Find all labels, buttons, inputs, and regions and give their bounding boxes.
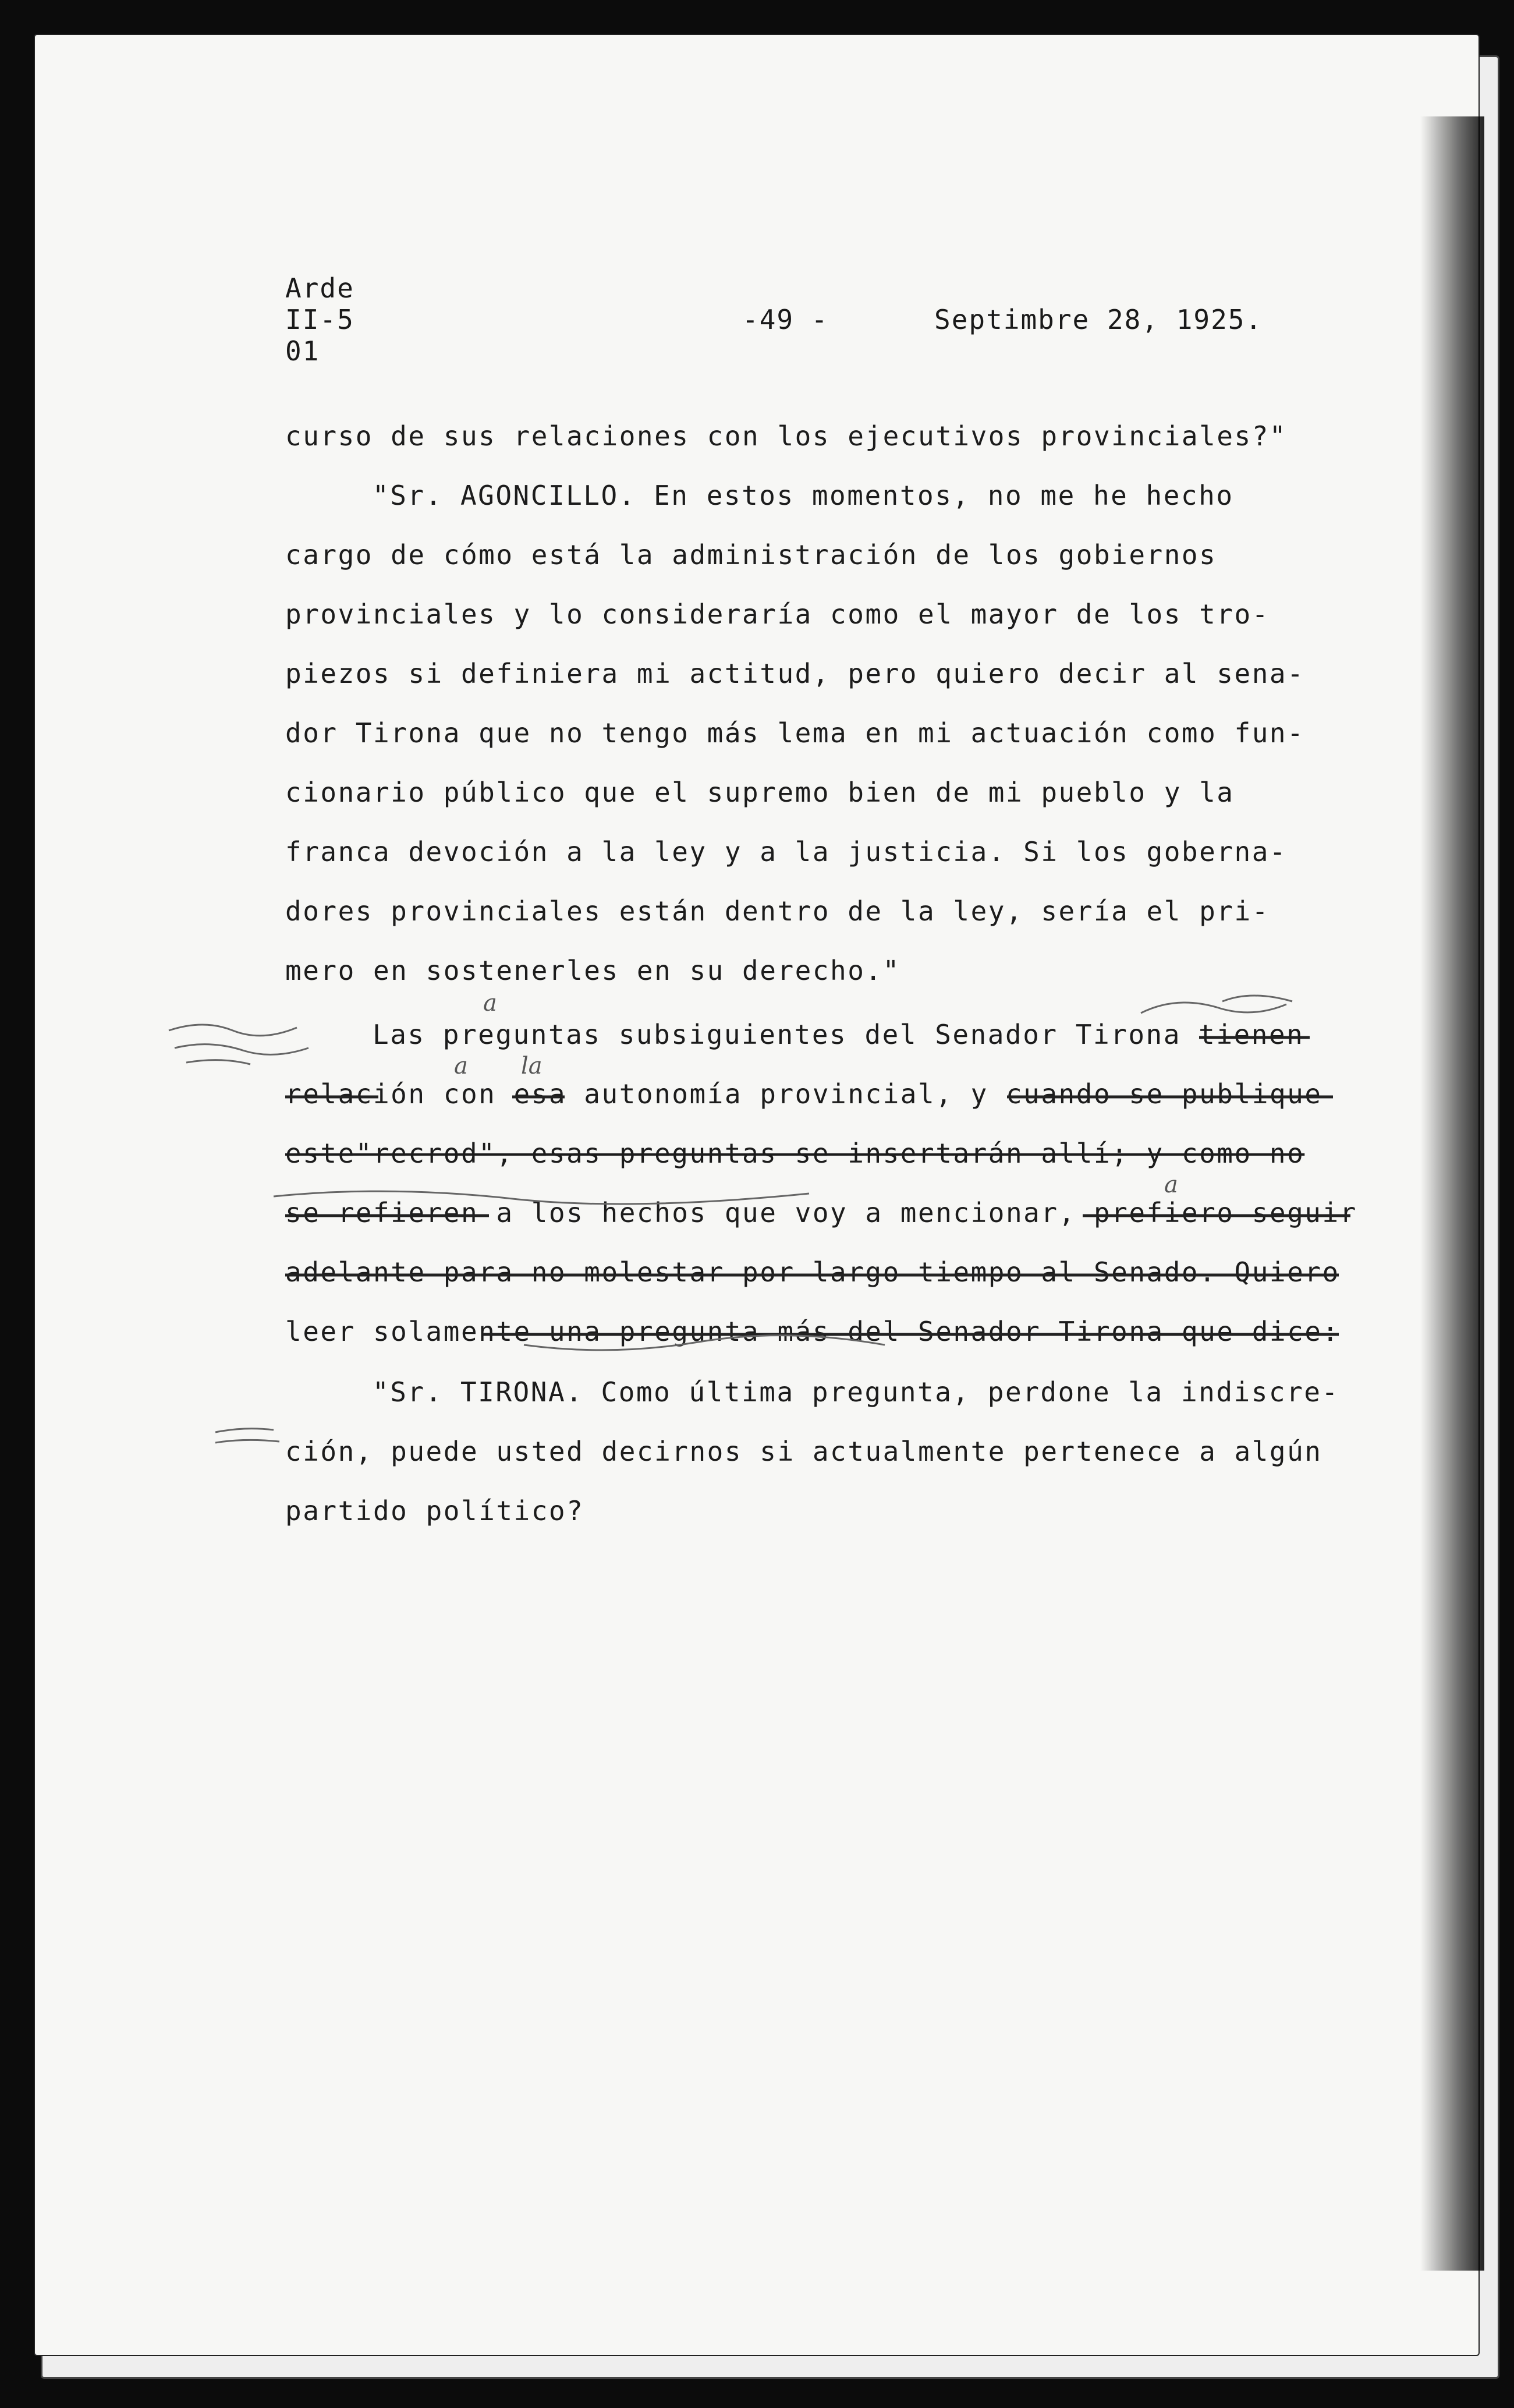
text-line: piezos si definiera mi actitud, pero quiero decir al sena- bbox=[285, 658, 1305, 689]
text-line: mero en sostenerles en su derecho." bbox=[285, 955, 900, 986]
text-line: dor Tirona que no tengo más lema en mi actuación como fun- bbox=[285, 717, 1305, 749]
text-line: cargo de cómo está la administración de los gobiernos bbox=[285, 539, 1217, 571]
text-line: leer solamente una pregunta más del Senador Tirona que dice: bbox=[285, 1316, 1340, 1347]
text-line: "Sr. AGONCILLO. En estos momentos, no me he hecho bbox=[373, 480, 1234, 511]
text-line: relación con esa autonomía provincial, y cuando se publique bbox=[285, 1078, 1322, 1110]
text-line: provinciales y lo consideraría como el mayor de los tro- bbox=[285, 599, 1270, 630]
page-number: -49 - bbox=[742, 304, 829, 335]
text-line: adelante para no molestar por largo tiempo al Senado. Quiero bbox=[285, 1256, 1340, 1288]
text-line: cionario público que el supremo bien de mi pueblo y la bbox=[285, 777, 1235, 808]
text-line: "Sr. TIRONA. Como última pregunta, perdone la indiscre- bbox=[373, 1376, 1339, 1408]
text-line: Las preguntas subsiguientes del Senador Tirona tienen bbox=[373, 1019, 1304, 1050]
document-date: Septimbre 28, 1925. bbox=[934, 304, 1263, 335]
text-line-struck: este"recrod", esas preguntas se insertarán allí; y como no bbox=[285, 1138, 1305, 1169]
reference-line-2: II-5 bbox=[285, 304, 354, 335]
text-line: curso de sus relaciones con los ejecutivos provinciales?" bbox=[285, 420, 1288, 452]
text-line: partido político? bbox=[285, 1495, 584, 1527]
reference-line-3: 01 bbox=[285, 335, 320, 367]
handwritten-correction: la bbox=[521, 1053, 543, 1079]
handwritten-correction: a bbox=[454, 1053, 468, 1079]
handwritten-correction: a bbox=[1164, 1171, 1178, 1198]
text-line: ción, puede usted decirnos si actualmente pertenece a algún bbox=[285, 1436, 1322, 1467]
text-line: dores provinciales están dentro de la ley, sería el pri- bbox=[285, 895, 1270, 927]
reference-line-1: Arde bbox=[285, 272, 354, 304]
text-line: franca devoción a la ley y a la justicia. Si los goberna- bbox=[285, 836, 1288, 867]
handwritten-correction: a bbox=[483, 990, 497, 1017]
text-line: se refieren a los hechos que voy a mencionar, prefiero seguir bbox=[285, 1197, 1357, 1228]
